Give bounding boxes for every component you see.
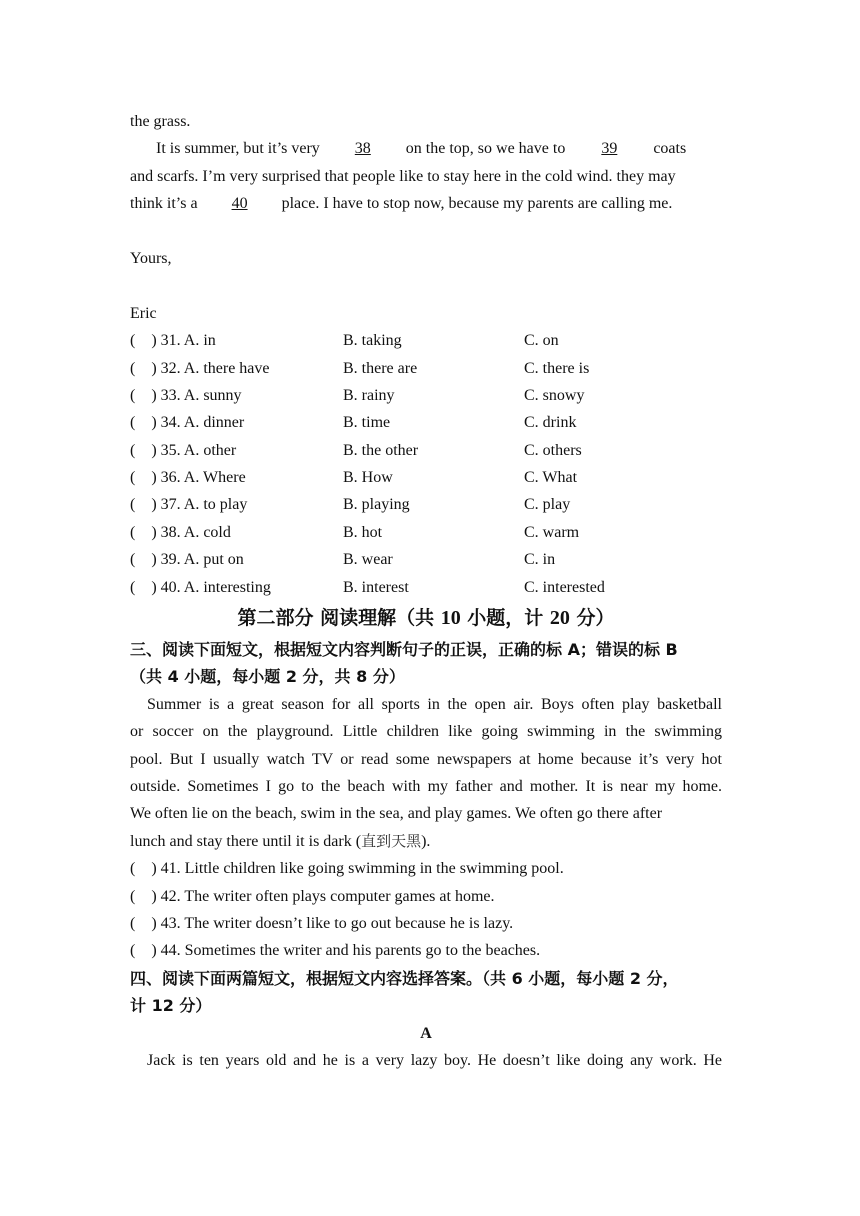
letter-line-3: and scarfs. I’m very surprised that people like to stay here in the cold wind. they may bbox=[130, 167, 676, 185]
page-content bbox=[130, 108, 722, 1074]
passage-label-a: A bbox=[420, 1024, 432, 1042]
question-row: ( ) 41. Little children like going swimming in the swimming pool. bbox=[130, 860, 564, 878]
letter-line-4 bbox=[130, 190, 722, 217]
option-c: C. drink bbox=[524, 414, 577, 432]
option-b: B. rainy bbox=[343, 386, 395, 404]
option-a: ) 40. A. interesting bbox=[151, 578, 271, 596]
part-two-heading: 第二部分 阅读理解（共 10 小题，计 20 分） bbox=[237, 607, 615, 630]
option-b: B. time bbox=[343, 414, 391, 432]
option-a: ) 32. A. there have bbox=[151, 359, 270, 377]
passage-line: or soccer on the playground. Little children like going swimming in the swimming bbox=[130, 723, 722, 741]
blank-40[interactable]: 40 bbox=[231, 195, 248, 213]
option-b: B. wear bbox=[343, 551, 393, 569]
section-four-instruction-2: 计 12 分） bbox=[130, 996, 212, 1016]
option-c: C. others bbox=[524, 441, 582, 459]
option-a: ) 38. A. cold bbox=[151, 523, 231, 541]
answer-paren[interactable]: ( bbox=[130, 496, 136, 514]
answer-paren[interactable]: ( bbox=[130, 523, 136, 541]
option-b: B. there are bbox=[343, 359, 418, 377]
option-row bbox=[130, 546, 722, 573]
option-row bbox=[130, 409, 722, 436]
passage-line: Jack is ten years old and he is a very lazy boy. He doesn’t like doing any work. He bbox=[147, 1051, 722, 1069]
letter-line-2 bbox=[130, 135, 722, 162]
option-b: B. taking bbox=[343, 332, 402, 350]
answer-paren[interactable]: ( bbox=[130, 359, 136, 377]
option-row bbox=[130, 382, 722, 409]
true-false-questions bbox=[130, 855, 722, 965]
letter-text: on the top, so we have to bbox=[405, 140, 566, 158]
passage-line: pool. But I usually watch TV or read some newspapers at home because it’s very hot bbox=[130, 750, 722, 768]
answer-paren[interactable]: ( bbox=[130, 942, 136, 960]
option-row bbox=[130, 327, 722, 354]
answer-paren[interactable]: ( bbox=[130, 469, 136, 487]
option-b: B. interest bbox=[343, 578, 409, 596]
section-three-instruction-1: 三、阅读下面短文，根据短文内容判断句子的正误，正确的标 A；错误的标 B bbox=[130, 640, 678, 660]
answer-paren[interactable]: ( bbox=[130, 332, 136, 350]
blank-39[interactable]: 39 bbox=[601, 140, 618, 158]
answer-paren[interactable]: ( bbox=[130, 441, 136, 459]
option-a: ) 33. A. sunny bbox=[151, 386, 242, 404]
passage-line: We often lie on the beach, swim in the sea, and play games. We often go there after bbox=[130, 805, 663, 823]
letter-text: place. I have to stop now, because my parents are calling me. bbox=[281, 195, 673, 213]
option-c: C. snowy bbox=[524, 386, 585, 404]
option-c: C. What bbox=[524, 469, 578, 487]
question-row: ( ) 43. The writer doesn’t like to go out because he is lazy. bbox=[130, 914, 514, 932]
option-a: ) 37. A. to play bbox=[151, 496, 248, 514]
option-b: B. How bbox=[343, 469, 393, 487]
option-row bbox=[130, 491, 722, 518]
letter-closing: Yours, bbox=[130, 249, 172, 267]
answer-paren[interactable]: ( bbox=[130, 414, 136, 432]
option-row bbox=[130, 355, 722, 382]
answer-paren[interactable]: ( bbox=[130, 386, 136, 404]
answer-paren[interactable]: ( bbox=[130, 551, 136, 569]
letter-text: coats bbox=[653, 140, 687, 158]
section-four-instruction-1: 四、阅读下面两篇短文，根据短文内容选择答案。（共 6 小题，每小题 2 分， bbox=[130, 968, 679, 988]
option-c: C. warm bbox=[524, 523, 580, 541]
answer-paren[interactable]: ( bbox=[130, 578, 136, 596]
option-c: C. on bbox=[524, 332, 559, 350]
answer-paren[interactable]: ( bbox=[130, 887, 136, 905]
cloze-options bbox=[130, 327, 722, 601]
question-row: ( ) 44. Sometimes the writer and his parents go to the beaches. bbox=[130, 942, 541, 960]
option-row bbox=[130, 574, 722, 601]
option-c: C. there is bbox=[524, 359, 590, 377]
letter-text: It is summer, but it’s very bbox=[156, 140, 320, 158]
option-b: B. hot bbox=[343, 523, 383, 541]
option-row bbox=[130, 437, 722, 464]
section-three-instruction-2: （共 4 小题，每小题 2 分，共 8 分） bbox=[130, 667, 405, 687]
option-a: ) 31. A. in bbox=[151, 332, 216, 350]
passage-line: lunch and stay there until it is dark (直到天黑). bbox=[130, 831, 431, 850]
letter-signature: Eric bbox=[130, 304, 157, 322]
option-row bbox=[130, 464, 722, 491]
option-c: C. interested bbox=[524, 578, 605, 596]
option-c: C. in bbox=[524, 551, 556, 569]
option-b: B. playing bbox=[343, 496, 410, 514]
option-c: C. play bbox=[524, 496, 571, 514]
letter-text: think it’s a bbox=[130, 195, 198, 213]
option-a: ) 35. A. other bbox=[151, 441, 237, 459]
option-b: B. the other bbox=[343, 441, 419, 459]
answer-paren[interactable]: ( bbox=[130, 860, 136, 878]
option-a: ) 36. A. Where bbox=[151, 469, 246, 487]
option-a: ) 34. A. dinner bbox=[151, 414, 245, 432]
answer-paren[interactable]: ( bbox=[130, 914, 136, 932]
letter-line-1: the grass. bbox=[130, 113, 191, 130]
option-a: ) 39. A. put on bbox=[151, 551, 244, 569]
question-row: ( ) 42. The writer often plays computer games at home. bbox=[130, 887, 495, 905]
blank-38[interactable]: 38 bbox=[354, 140, 371, 158]
option-row bbox=[130, 519, 722, 546]
passage-line: Summer is a great season for all sports in the open air. Boys often play basketball bbox=[147, 695, 722, 713]
section-three-passage bbox=[130, 691, 722, 855]
passage-line: outside. Sometimes I go to the beach with my father and mother. It is near my home. bbox=[130, 777, 722, 795]
